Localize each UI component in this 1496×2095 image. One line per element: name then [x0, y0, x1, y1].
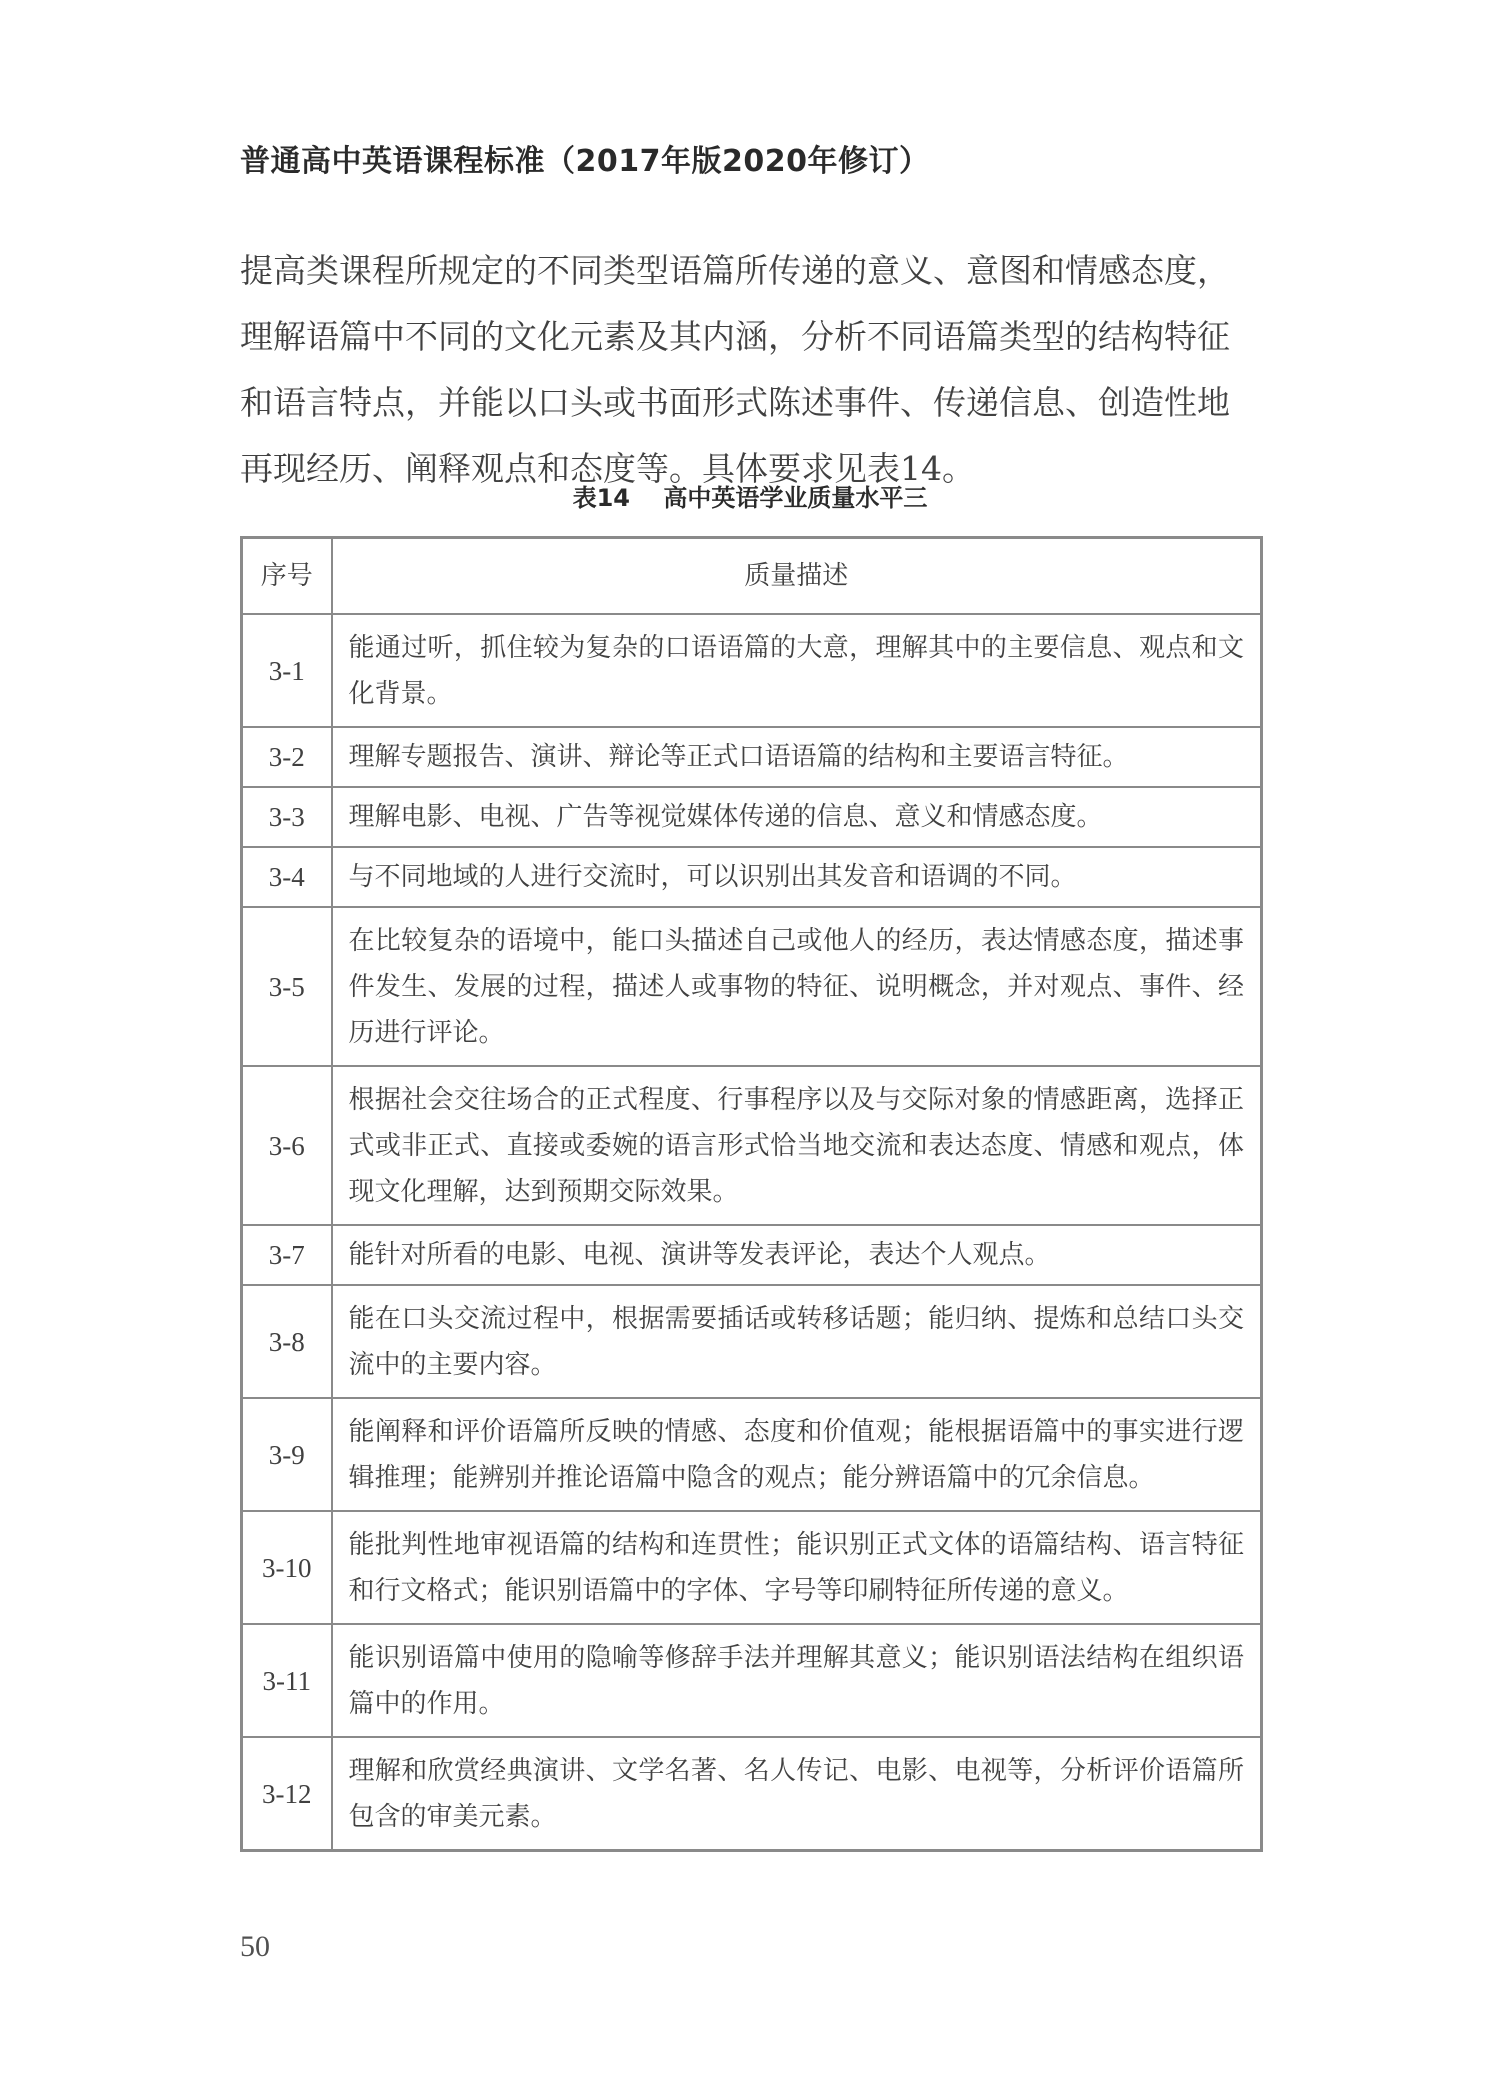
row-id: 3-10: [242, 1511, 332, 1624]
row-id: 3-8: [242, 1285, 332, 1398]
row-id: 3-12: [242, 1737, 332, 1851]
table-row: [242, 907, 1262, 1066]
table-row: [242, 1285, 1262, 1398]
row-id: 3-3: [242, 787, 332, 847]
row-description: 能阐释和评价语篇所反映的情感、态度和价值观；能根据语篇中的事实进行逻辑推理；能辨别并推论语篇中隐含的观点；能分辨语篇中的冗余信息。: [332, 1398, 1262, 1511]
row-description: 理解专题报告、演讲、辩论等正式口语语篇的结构和主要语言特征。: [332, 727, 1262, 787]
row-description: 根据社会交往场合的正式程度、行事程序以及与交际对象的情感距离，选择正式或非正式、直接或委婉的语言形式恰当地交流和表达态度、情感和观点，体现文化理解，达到预期交际效果。: [332, 1066, 1262, 1225]
table-row: [242, 1737, 1262, 1851]
page-number: 50: [240, 1930, 270, 1963]
row-id: 3-11: [242, 1624, 332, 1737]
column-header-description: 质量描述: [332, 538, 1262, 615]
row-description: 能在口头交流过程中，根据需要插话或转移话题；能归纳、提炼和总结口头交流中的主要内容。: [332, 1285, 1262, 1398]
row-description: 能针对所看的电影、电视、演讲等发表评论，表达个人观点。: [332, 1225, 1262, 1285]
row-id: 3-2: [242, 727, 332, 787]
table-row: [242, 614, 1262, 727]
intro-line: 提高类课程所规定的不同类型语篇所传递的意义、意图和情感态度，: [240, 251, 1230, 290]
table-caption: 表14 高中英语学业质量水平三: [572, 484, 928, 512]
row-description: 能批判性地审视语篇的结构和连贯性；能识别正式文体的语篇结构、语言特征和行文格式；能识别语篇中的字体、字号等印刷特征所传递的意义。: [332, 1511, 1262, 1624]
row-description: 在比较复杂的语境中，能口头描述自己或他人的经历，表达情感态度，描述事件发生、发展的过程，描述人或事物的特征、说明概念，并对观点、事件、经历进行评论。: [332, 907, 1262, 1066]
table-row: [242, 1225, 1262, 1285]
table-row: [242, 787, 1262, 847]
running-header: 普通高中英语课程标准（2017年版2020年修订）: [240, 144, 930, 179]
table-row: [242, 1066, 1262, 1225]
table-header-row: [242, 538, 1262, 615]
quality-table: [240, 536, 1263, 1852]
intro-line: 和语言特点，并能以口头或书面形式陈述事件、传递信息、创造性地: [240, 383, 1230, 422]
intro-paragraph: [240, 238, 1260, 502]
row-description: 理解和欣赏经典演讲、文学名著、名人传记、电影、电视等，分析评价语篇所包含的审美元素。: [332, 1737, 1262, 1851]
table-row: [242, 847, 1262, 907]
row-description: 能通过听，抓住较为复杂的口语语篇的大意，理解其中的主要信息、观点和文化背景。: [332, 614, 1262, 727]
row-id: 3-5: [242, 907, 332, 1066]
row-description: 理解电影、电视、广告等视觉媒体传递的信息、意义和情感态度。: [332, 787, 1262, 847]
table-row: [242, 1624, 1262, 1737]
intro-line: 再现经历、阐释观点和态度等。具体要求见表14。: [240, 449, 975, 488]
row-id: 3-1: [242, 614, 332, 727]
table-row: [242, 727, 1262, 787]
row-description: 能识别语篇中使用的隐喻等修辞手法并理解其意义；能识别语法结构在组织语篇中的作用。: [332, 1624, 1262, 1737]
table-row: [242, 1511, 1262, 1624]
row-id: 3-4: [242, 847, 332, 907]
column-header-id: 序号: [242, 538, 332, 615]
table-row: [242, 1398, 1262, 1511]
intro-line: 理解语篇中不同的文化元素及其内涵，分析不同语篇类型的结构特征: [240, 317, 1230, 356]
row-id: 3-9: [242, 1398, 332, 1511]
row-id: 3-7: [242, 1225, 332, 1285]
row-description: 与不同地域的人进行交流时，可以识别出其发音和语调的不同。: [332, 847, 1262, 907]
row-id: 3-6: [242, 1066, 332, 1225]
quality-table-container: [240, 536, 1260, 1852]
